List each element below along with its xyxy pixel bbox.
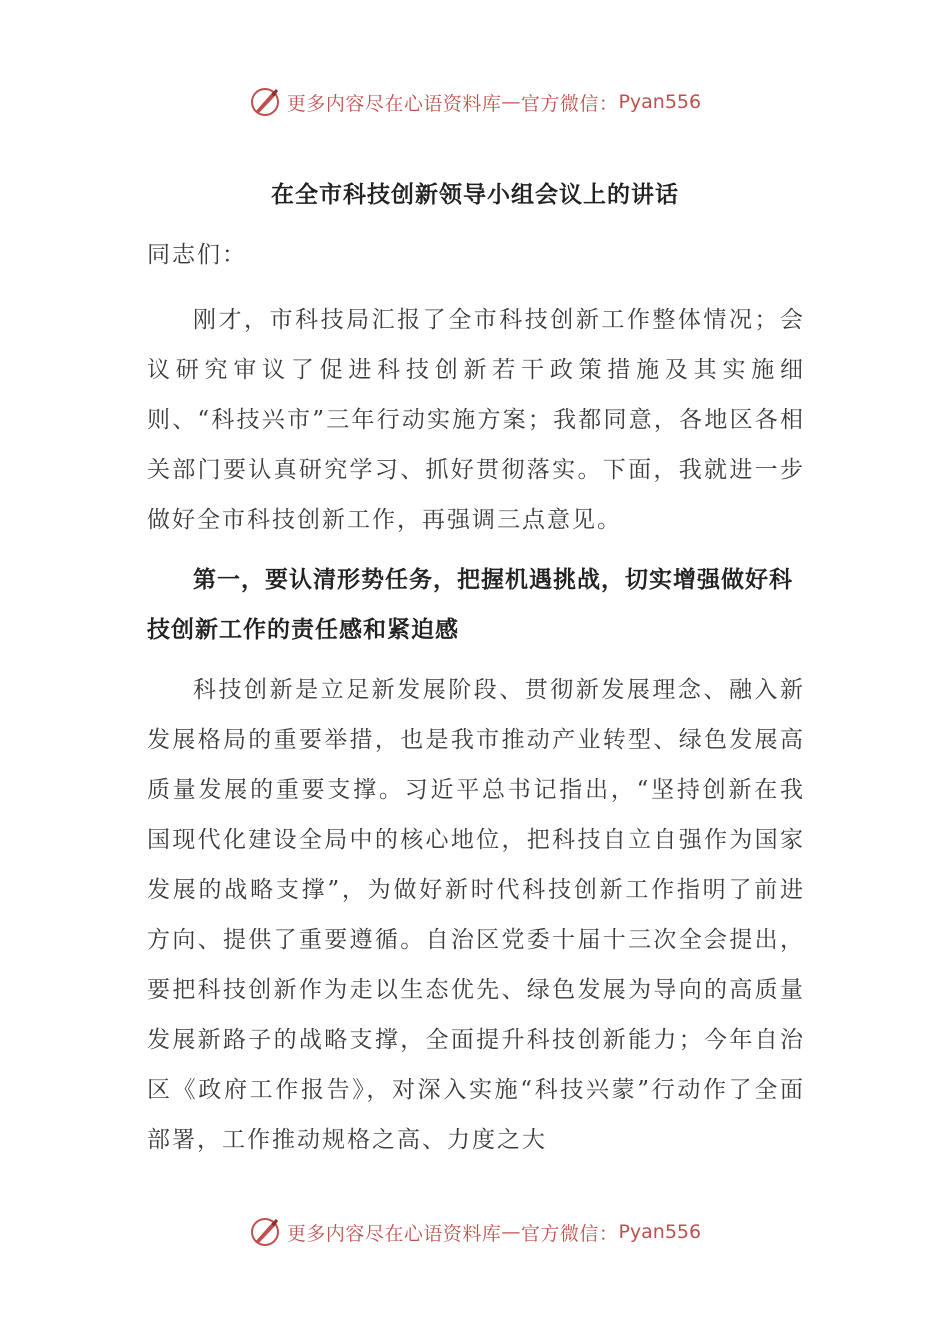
header-watermark-banner [0, 82, 950, 122]
wechat-label: 官方微信： [520, 92, 619, 115]
paragraph-section-1: 科技创新是立足新发展阶段、贯彻新发展理念、融入新发展格局的重要举措，也是我市推动产业转型、绿色发展高质量发展的重要支撑。习近平总书记指出，“坚持创新在我国现代化建设全局中的核心地位，把科技自立自强作为国家发展的战略支撑”，为做好新时代科技创新工作指明了前进方向、提供了重要遵循。自治区党委十届十三次全会提出，要把科技创新作为走以生态优先、绿色发展为导向的高质量发展新路子的战略支撑，全面提升科技创新能力；今年自治区《政府工作报告》，对深入实施“科技兴蒙”行动作了全面部署，工作推动规格之高、力度之大 [147, 677, 805, 1153]
brand-text: 更多内容尽在心语资料库 [286, 92, 502, 115]
salutation: 同志们： [147, 242, 247, 268]
wechat-id: Pyan556 [618, 91, 702, 113]
wechat-id: Pyan556 [618, 1221, 702, 1243]
brand-separator: — [501, 91, 521, 113]
wechat-label: 官方微信： [520, 1222, 619, 1245]
brand-text: 更多内容尽在心语资料库 [286, 1222, 502, 1245]
quill-logo-icon [249, 86, 281, 118]
quill-logo-icon [249, 1216, 281, 1248]
document-title: 在全市科技创新领导小组会议上的讲话 [271, 182, 679, 208]
section-heading-1: 第一，要认清形势任务，把握机遇挑战，切实增强做好科技创新工作的责任感和紧迫感 [147, 567, 793, 643]
footer-watermark-banner [0, 1212, 950, 1252]
brand-separator: — [501, 1221, 521, 1243]
paragraph-intro: 刚才，市科技局汇报了全市科技创新工作整体情况；会议研究审议了促进科技创新若干政策措施及其实施细则、“科技兴市”三年行动实施方案；我都同意，各地区各相关部门要认真研究学习、抓好贯彻落实。下面，我就进一步做好全市科技创新工作，再强调三点意见。 [147, 307, 805, 533]
